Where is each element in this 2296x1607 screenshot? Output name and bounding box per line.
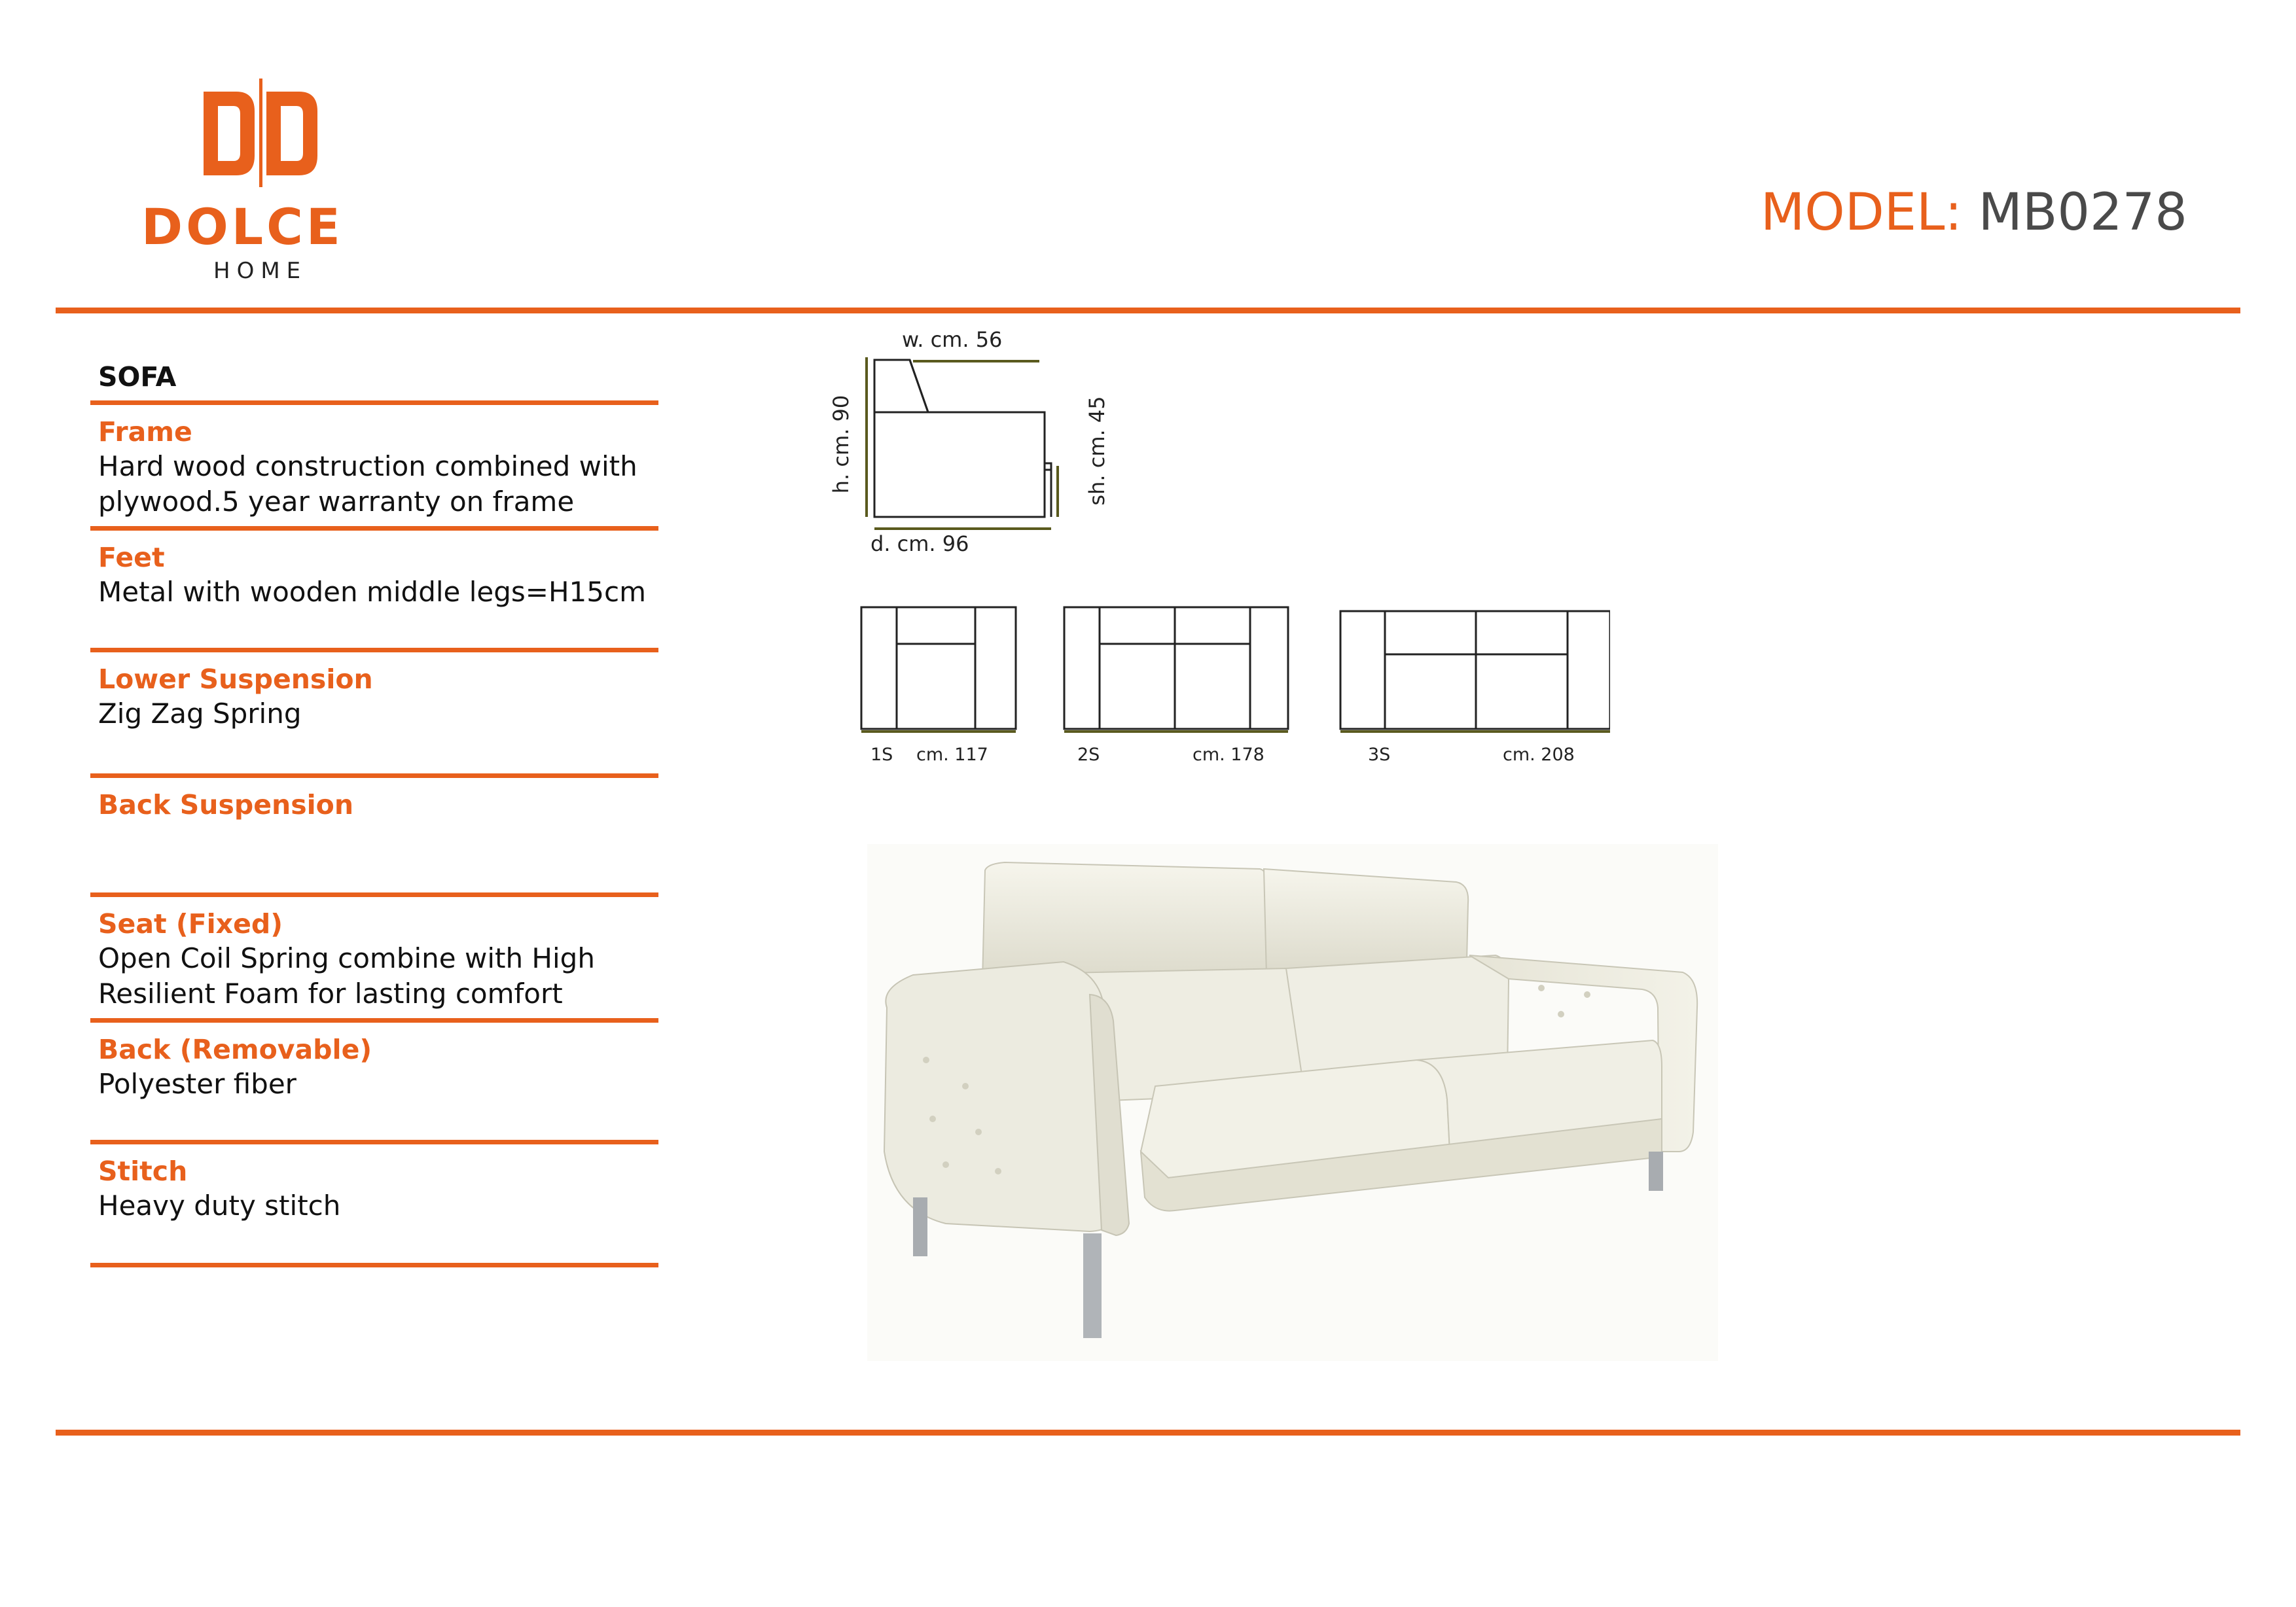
- product-photo: [867, 844, 1718, 1361]
- header-divider: [56, 308, 2240, 313]
- configuration-code: 1S: [870, 745, 893, 765]
- spec-divider: [90, 1018, 658, 1023]
- configuration-size: cm. 208: [1503, 745, 1575, 765]
- spec-divider: [90, 773, 658, 778]
- plan-2s-outline: [1059, 602, 1295, 733]
- configuration-3s: [1335, 602, 1610, 772]
- dimension-depth: d. cm. 96: [870, 531, 969, 556]
- configuration-2s: [1059, 602, 1295, 772]
- spec-body-frame: Hard wood construction combined with plywood.5 year warranty on frame: [98, 450, 637, 518]
- side-view-outline: [805, 321, 1172, 569]
- spec-heading-back: Back (Removable): [98, 1034, 372, 1065]
- footer-divider: [56, 1430, 2240, 1436]
- spec-divider: [90, 1140, 658, 1144]
- spec-heading-feet: Feet: [98, 542, 165, 573]
- spec-heading-back-suspension: Back Suspension: [98, 789, 354, 821]
- configuration-code: 2S: [1077, 745, 1100, 765]
- spec-divider: [90, 648, 658, 652]
- spec-divider: [90, 1263, 658, 1267]
- dimension-seat-height: sh. cm. 45: [1085, 396, 1109, 506]
- spec-heading-stitch: Stitch: [98, 1156, 188, 1187]
- brand-name: DOLCE: [141, 198, 344, 256]
- spec-body-lower-suspension: Zig Zag Spring: [98, 698, 302, 730]
- configuration-1s: [856, 602, 1026, 772]
- configuration-code: 3S: [1368, 745, 1391, 765]
- side-view-drawing: [805, 321, 1172, 569]
- model-label: MODEL:: [1761, 183, 1962, 242]
- brand-logo: [131, 72, 393, 294]
- dimension-width: w. cm. 56: [902, 327, 1003, 352]
- dimension-height: h. cm. 90: [829, 395, 853, 494]
- configuration-size: cm. 178: [1193, 745, 1265, 765]
- dolce-monogram-icon: [198, 79, 323, 190]
- sofa-illustration: [867, 844, 1718, 1361]
- spec-body-feet: Metal with wooden middle legs=H15cm: [98, 576, 647, 608]
- model-value: MB0278: [1978, 183, 2187, 242]
- brand-tagline: HOME: [213, 258, 308, 284]
- spec-heading-seat: Seat (Fixed): [98, 908, 283, 940]
- spec-body-seat: Open Coil Spring combine with High Resilient Foam for lasting comfort: [98, 942, 595, 1010]
- plan-1s-outline: [856, 602, 1026, 733]
- spec-divider: [90, 892, 658, 897]
- model-heading: [1761, 183, 2187, 242]
- spec-body-back: Polyester fiber: [98, 1068, 296, 1100]
- spec-divider: [90, 400, 658, 405]
- spec-heading-lower-suspension: Lower Suspension: [98, 663, 373, 695]
- configuration-size: cm. 117: [916, 745, 988, 765]
- spec-heading-frame: Frame: [98, 416, 192, 448]
- spec-body-stitch: Heavy duty stitch: [98, 1190, 341, 1222]
- plan-3s-outline: [1335, 602, 1610, 733]
- spec-divider: [90, 526, 658, 531]
- spec-title: SOFA: [98, 361, 177, 393]
